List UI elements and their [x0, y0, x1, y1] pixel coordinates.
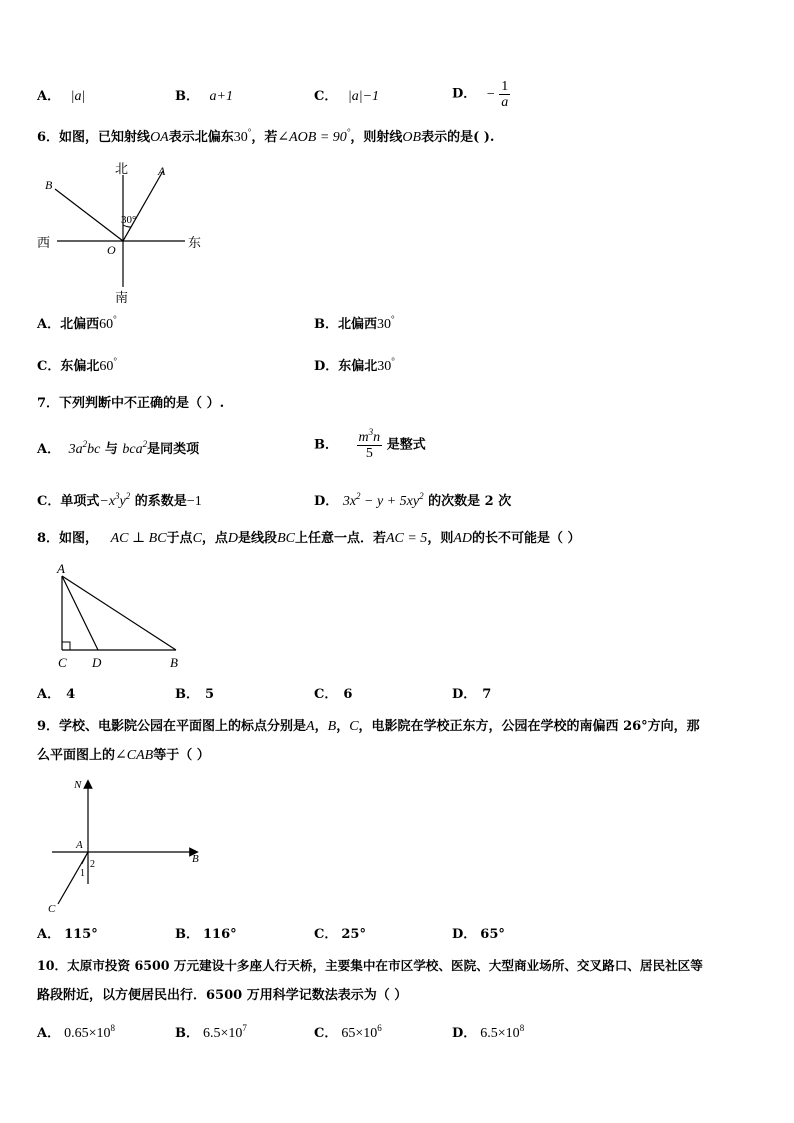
- option-label: A．: [37, 927, 61, 942]
- option-label: C．: [314, 1026, 338, 1041]
- polynomial: $3x^2 - y + 5xy^2$: [342, 491, 424, 509]
- sci-notation: [480, 1023, 525, 1041]
- ray-ob-line: [55, 189, 123, 241]
- option-value: 4: [66, 687, 76, 702]
- option-label: D．: [452, 1026, 477, 1041]
- exponent: 8: [519, 1023, 525, 1033]
- option-label: C．: [314, 687, 338, 702]
- option-text: 东偏北: [338, 359, 378, 374]
- option-text: 是整式: [386, 437, 426, 453]
- stem-text: 等于（ ）: [153, 748, 210, 763]
- option-label: A．: [37, 317, 61, 332]
- exponent: 7: [242, 1023, 247, 1033]
- q8-option-c: [314, 686, 352, 704]
- option-label: B．: [175, 687, 199, 702]
- q9-option-a: [37, 926, 98, 944]
- q6-option-d: [314, 358, 395, 376]
- q9-option-c: [314, 926, 366, 944]
- option-label: A．: [37, 442, 61, 457]
- stem-text: 上任意一点．若: [294, 531, 386, 546]
- q6-compass-figure: [35, 157, 215, 305]
- option-label: D．: [314, 494, 339, 509]
- stem-text: 9．学校、电影院公园在平面图上的标点分别是: [37, 719, 307, 734]
- angle-aob: ∠AOB = 90°: [277, 127, 351, 145]
- option-expression: |a|−1: [347, 89, 380, 104]
- q6-stem: [37, 129, 494, 147]
- stem-text: 如图，已知射线: [59, 130, 151, 145]
- north-label: 北: [115, 162, 129, 177]
- point-d: D: [227, 531, 239, 546]
- option-value: 115°: [64, 927, 98, 942]
- option-text: 北偏西: [60, 317, 100, 332]
- ray-oa-line: [123, 171, 163, 241]
- coefficient: 65×10: [341, 1026, 378, 1041]
- right-angle-mark: [62, 642, 70, 650]
- option-label: C．: [37, 494, 61, 509]
- stem-text: 的长不可能是（ ）: [472, 531, 581, 546]
- degree-value: 30: [377, 359, 392, 374]
- q7-option-b: [314, 427, 426, 461]
- option-degree: 30°: [377, 356, 395, 374]
- option-label: C．: [314, 89, 338, 104]
- point-a-label: A: [76, 839, 83, 851]
- angle-1-label: 1: [80, 868, 85, 879]
- q5-option-d: [452, 79, 510, 110]
- exponent: 6: [377, 1023, 382, 1033]
- option-expression: a+1: [209, 89, 233, 104]
- degree-value: 60: [99, 317, 114, 332]
- degree-value: 30: [233, 130, 248, 145]
- option-expression: |a|: [70, 89, 86, 104]
- option-value: 5: [205, 687, 215, 702]
- stem-text: 是线段: [238, 531, 278, 546]
- sci-notation: [64, 1023, 115, 1041]
- south-label: 南: [115, 291, 129, 305]
- option-label: A．: [37, 89, 61, 104]
- q9-stem-line1: [37, 718, 700, 736]
- stem-text: ，则射线: [350, 130, 403, 145]
- q10-option-b: [175, 1025, 247, 1043]
- stem-text: 表示的是( ).: [421, 130, 495, 145]
- east-label: 东: [188, 236, 202, 251]
- q9-option-b: [175, 926, 237, 944]
- monomial: $-x^3y^2$: [99, 491, 131, 509]
- point-b: B: [327, 719, 337, 734]
- q8-option-a: [37, 686, 75, 704]
- point-c: C: [349, 719, 359, 734]
- angle-30-label: 30°: [121, 214, 137, 226]
- point-c: C: [192, 531, 202, 546]
- option-text: 北偏西: [338, 317, 378, 332]
- point-c-label: C: [48, 903, 56, 915]
- stem-text: ，点: [201, 531, 228, 546]
- point-a-label: A: [57, 561, 65, 576]
- question-number: 6．: [37, 130, 60, 145]
- option-text: 是同类项: [147, 442, 200, 457]
- option-label: D．: [452, 927, 477, 942]
- angle-2-label: 2: [90, 859, 95, 870]
- angle-cab: ∠CAB: [115, 748, 154, 763]
- question-number: 8．: [37, 531, 60, 546]
- option-text: 的系数是: [134, 494, 187, 509]
- q6-option-b: [314, 316, 395, 334]
- q9-stem-line2: [37, 747, 210, 765]
- q8-stem: [37, 530, 581, 548]
- option-label: B．: [314, 317, 338, 332]
- option-value: 116°: [203, 927, 237, 942]
- option-text: 的次数是 2 次: [428, 494, 512, 509]
- angle-expression: ∠AOB = 90: [277, 130, 347, 145]
- stem-text: 如图，: [59, 531, 99, 546]
- option-label: B．: [175, 89, 199, 104]
- option-label: B．: [175, 1026, 199, 1041]
- option-value: 25°: [341, 927, 366, 942]
- denominator: 5: [365, 446, 373, 461]
- point-o-label: O: [107, 243, 116, 257]
- ac-equals-5: AC = 5: [385, 531, 428, 546]
- numerator: $m^3n$: [358, 427, 381, 445]
- q5-option-c: [314, 88, 379, 106]
- point-b-label: B: [170, 655, 178, 670]
- degree-value: 60: [99, 359, 114, 374]
- degree-value: 30: [377, 317, 392, 332]
- stem-text: ，电影院在学校正东方，公园在学校的南偏西 26°方向，那: [358, 719, 700, 734]
- q7-stem: 7．下列判断中不正确的是（ ）.: [37, 396, 225, 411]
- q10-option-c: [314, 1025, 382, 1043]
- ray-oa: OA: [150, 130, 169, 145]
- exponent: 8: [110, 1023, 115, 1033]
- segment-bc: BC: [277, 531, 295, 546]
- stem-text: 表示北偏东: [168, 130, 234, 145]
- option-value: 7: [482, 687, 492, 702]
- north-n-label: N: [74, 779, 82, 791]
- q8-option-d: [452, 686, 491, 704]
- q5-option-a: [37, 88, 85, 106]
- ray-ob: OB: [402, 130, 422, 145]
- point-a: A: [306, 719, 315, 734]
- angle-tick: [82, 852, 88, 864]
- q6-option-a: [37, 316, 117, 334]
- perp-expression: AC ⊥ BC: [110, 531, 167, 546]
- coefficient: 0.65×10: [64, 1026, 111, 1041]
- q5-option-b: [175, 88, 233, 106]
- sci-notation: [203, 1023, 247, 1041]
- option-text: 东偏北: [60, 359, 100, 374]
- point-a-label: A: [158, 164, 166, 178]
- point-c-label: C: [58, 655, 67, 670]
- option-value: 65°: [480, 927, 505, 942]
- stem-text: 么平面图上的: [37, 748, 116, 763]
- term-bca2: bca$^2$: [122, 439, 148, 457]
- point-d-label: D: [92, 655, 102, 670]
- separator: ，: [336, 719, 350, 734]
- option-text: 单项式: [60, 494, 100, 509]
- option-degree: 60°: [99, 314, 117, 332]
- point-b-label: B: [45, 178, 53, 192]
- angle-30: 30°: [233, 127, 252, 145]
- q7-option-d: [314, 493, 511, 511]
- q10-stem-line1: 10．太原市投资 6500 万元建设十多座人行天桥，主要集中在市区学校、医院、大型商业场所、交叉路口、居民社区等: [37, 958, 703, 973]
- q10-stem-line2: 路段附近，以方便居民出行．6500 万用科学记数法表示为（ ）: [37, 988, 408, 1003]
- q10-option-a: [37, 1025, 115, 1043]
- option-label: C．: [37, 359, 61, 374]
- stem-text: ，若: [251, 130, 278, 145]
- q9-direction-figure: [40, 774, 210, 916]
- option-degree: 60°: [99, 356, 117, 374]
- stem-text: 于点: [166, 531, 193, 546]
- option-label: D．: [452, 687, 477, 702]
- option-label: B．: [175, 927, 199, 942]
- sci-notation: [341, 1023, 382, 1041]
- option-label: C．: [314, 927, 338, 942]
- q8-triangle-figure: [50, 560, 190, 672]
- option-label: D．: [452, 86, 477, 102]
- coefficient: 6.5×10: [203, 1026, 243, 1041]
- stem-text: ，则: [427, 531, 454, 546]
- coefficient: 6.5×10: [480, 1026, 520, 1041]
- point-b-label: B: [192, 853, 199, 865]
- west-label: 西: [37, 236, 51, 251]
- fraction: [499, 79, 510, 110]
- separator: ，: [314, 719, 328, 734]
- fraction-m3n-over-5: [357, 427, 383, 461]
- option-value: 6: [343, 687, 353, 702]
- option-label: B．: [314, 437, 338, 453]
- coefficient-value: −1: [186, 494, 202, 509]
- option-label: A．: [37, 687, 61, 702]
- segment-ad: AD: [453, 531, 472, 546]
- q10-option-d: [452, 1025, 524, 1043]
- denominator: a: [501, 95, 509, 110]
- q7-option-a: [37, 441, 199, 459]
- q7-option-c: [37, 493, 202, 511]
- q8-option-b: [175, 686, 214, 704]
- option-label: D．: [314, 359, 339, 374]
- q6-option-c: [37, 358, 117, 376]
- option-label: A．: [37, 1026, 61, 1041]
- option-text: 与: [104, 442, 118, 457]
- term-3a2bc: $3a^2bc$: [68, 439, 101, 457]
- minus-sign: −: [486, 86, 495, 102]
- option-degree: 30°: [377, 314, 395, 332]
- segment-ab: [62, 576, 176, 650]
- q9-option-d: [452, 926, 505, 944]
- numerator: 1: [501, 79, 509, 94]
